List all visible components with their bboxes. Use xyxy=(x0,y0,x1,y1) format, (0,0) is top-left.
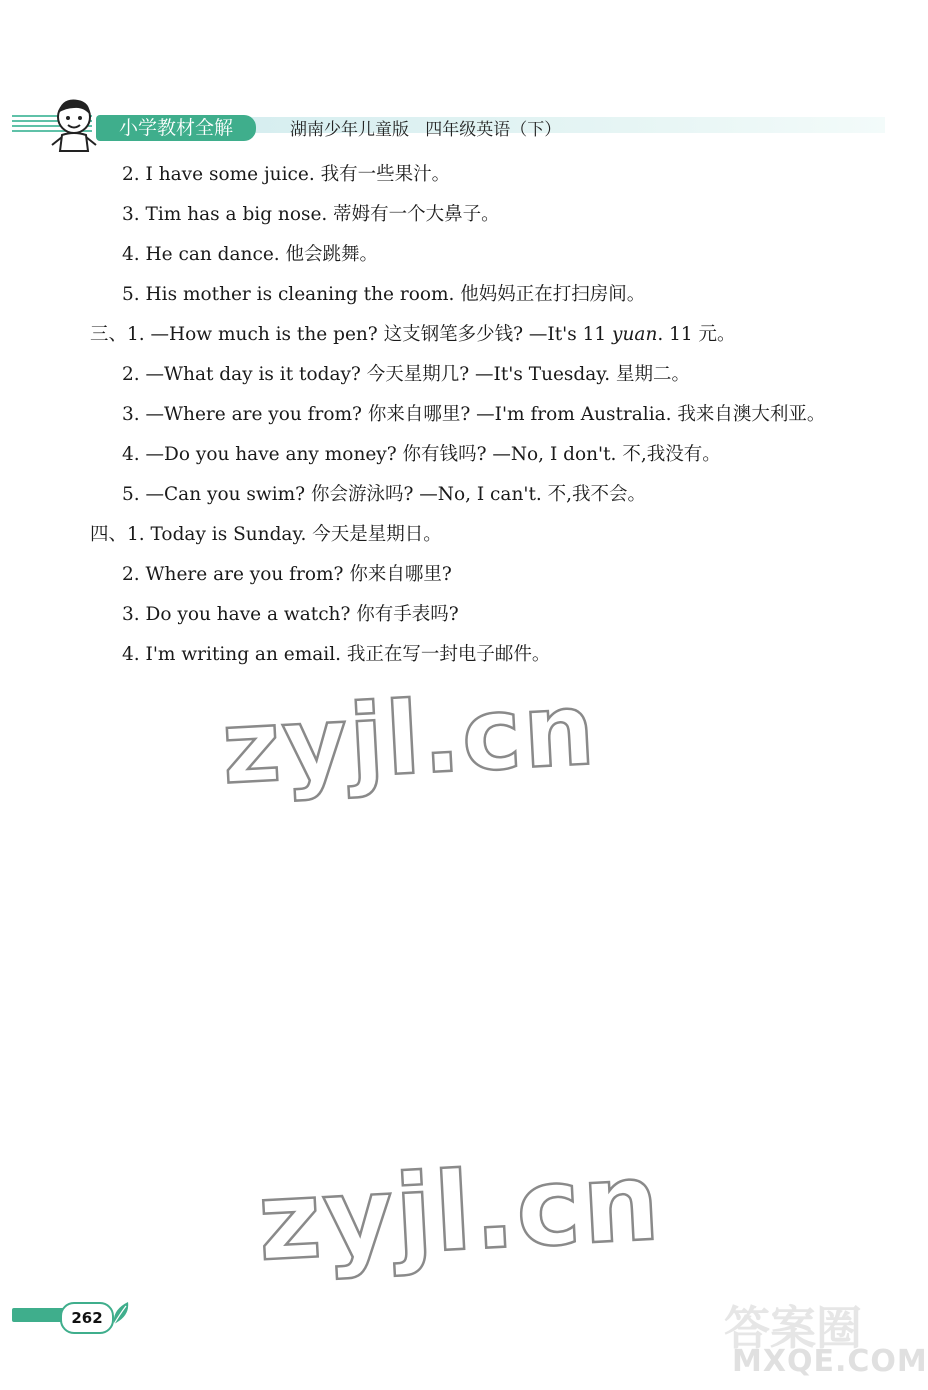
site-stamp xyxy=(724,1292,928,1382)
answer-line: 5. His mother is cleaning the room. 他妈妈正在打扫房间。 xyxy=(122,284,646,305)
stamp-url: MXQE.COM xyxy=(732,1344,928,1379)
answer-line xyxy=(90,323,736,347)
yuan-italic: yuan xyxy=(612,324,658,345)
answer-line-text: 三、1. —How much is the pen? 这支钢笔多少钱? —It's 11 xyxy=(90,324,607,345)
answer-line: 4. I'm writing an email. 我正在写一封电子邮件。 xyxy=(122,644,551,665)
answer-line: 3. —Where are you from? 你来自哪里? —I'm from Australia. 我来自澳大利亚。 xyxy=(122,404,826,425)
answer-line: 3. Tim has a big nose. 蒂姆有一个大鼻子。 xyxy=(122,204,500,225)
answer-line: 3. Do you have a watch? 你有手表吗? xyxy=(122,604,459,625)
watermark: zyjl.cn xyxy=(219,670,600,807)
answer-line: 四、1. Today is Sunday. 今天是星期日。 xyxy=(90,524,442,545)
answer-line: 4. He can dance. 他会跳舞。 xyxy=(122,244,379,265)
edition-title: 湖南少年儿童版 四年级英语（下） xyxy=(290,120,562,140)
watermark: zyjl.cn xyxy=(255,1139,665,1286)
boy-mascot-icon xyxy=(44,95,104,155)
leaf-icon xyxy=(110,1300,132,1326)
page-header xyxy=(0,95,900,155)
answer-line: 4. —Do you have any money? 你有钱吗? —No, I don't. 不,我没有。 xyxy=(122,444,721,465)
book-title: 小学教材全解 xyxy=(96,115,256,141)
page-number: 262 xyxy=(60,1302,114,1334)
answer-line: 2. Where are you from? 你来自哪里? xyxy=(122,564,452,585)
answer-line: 5. —Can you swim? 你会游泳吗? —No, I can't. 不,我不会。 xyxy=(122,484,647,505)
stamp-text: 答案圈 xyxy=(724,1301,862,1355)
yuan-rest: . 11 元。 xyxy=(657,324,736,345)
answer-line: 2. I have some juice. 我有一些果汁。 xyxy=(122,164,451,185)
answer-line: 2. —What day is it today? 今天星期几? —It's Tuesday. 星期二。 xyxy=(122,364,691,385)
